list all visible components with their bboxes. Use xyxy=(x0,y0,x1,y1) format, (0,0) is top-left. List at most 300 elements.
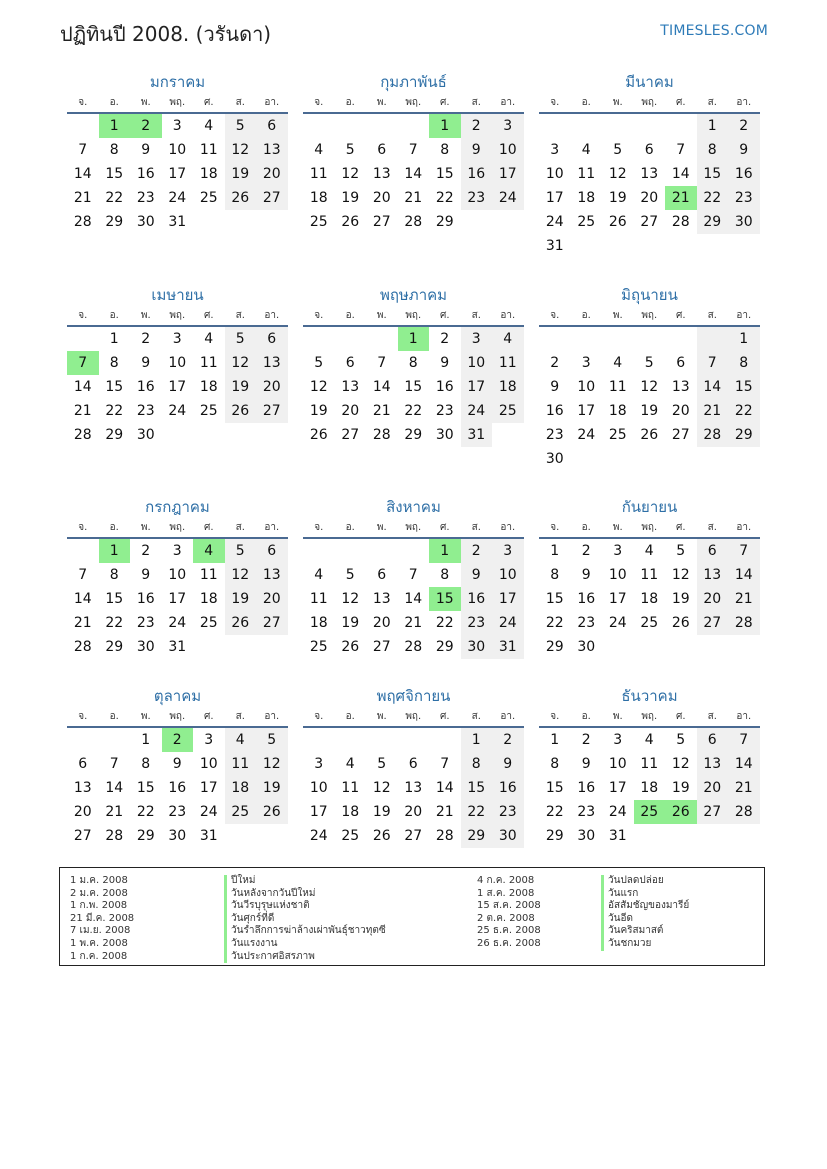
holiday-date: 2 ม.ค. 2008 xyxy=(70,887,128,899)
brand-link[interactable]: TIMESLES.COM xyxy=(660,23,768,39)
day-cell: 29 xyxy=(435,214,454,230)
day-cell: 14 xyxy=(73,591,92,607)
empty-cell xyxy=(665,114,697,138)
day-cell: 3 xyxy=(172,118,182,134)
day-cell: 13 xyxy=(671,379,690,395)
day-cell: 17 xyxy=(577,403,596,419)
holiday-date: 1 ม.ค. 2008 xyxy=(70,875,128,886)
empty-cell xyxy=(634,327,666,351)
day-cell: 10 xyxy=(608,756,627,772)
day-cell: 4 xyxy=(644,543,654,559)
day-cell: 19 xyxy=(309,403,328,419)
day-cell: 28 xyxy=(435,828,454,844)
day-cell: 20 xyxy=(372,615,391,631)
day-cell: 9 xyxy=(141,355,151,371)
legend-right-dates xyxy=(477,875,541,951)
weekday-label: ส. xyxy=(707,522,717,533)
month-block xyxy=(67,495,288,659)
holiday-day: 1 xyxy=(429,114,461,138)
weekday-header xyxy=(539,708,760,728)
day-cell: 29 xyxy=(105,427,124,443)
weekday-label: อา. xyxy=(500,711,516,722)
day-cell: 17 xyxy=(309,804,328,820)
empty-cell xyxy=(398,114,430,138)
day-cell: 27 xyxy=(697,800,729,824)
day-cell: 6 xyxy=(377,567,387,583)
day-cell: 29 xyxy=(404,427,423,443)
day-cell: 12 xyxy=(309,379,328,395)
holiday-date: 25 ธ.ค. 2008 xyxy=(477,925,541,937)
day-cell: 18 xyxy=(341,804,360,820)
day-cell: 5 xyxy=(225,114,257,138)
day-cell: 26 xyxy=(640,427,659,443)
day-cell: 3 xyxy=(492,114,524,138)
weekday-header xyxy=(67,708,288,728)
day-cell: 2 xyxy=(550,355,560,371)
day-cell: 30 xyxy=(168,828,187,844)
empty-cell xyxy=(366,539,398,563)
weekday-label: ส. xyxy=(235,522,245,533)
day-cell: 15 xyxy=(435,166,454,182)
day-cell: 21 xyxy=(404,615,423,631)
day-cell: 12 xyxy=(256,752,288,776)
holiday-day: 2 xyxy=(130,114,162,138)
day-cell: 7 xyxy=(408,142,418,158)
day-cell: 1 xyxy=(109,331,119,347)
day-cell: 18 xyxy=(199,379,218,395)
days-grid xyxy=(67,728,288,848)
day-cell: 22 xyxy=(105,403,124,419)
weekday-label: อา. xyxy=(264,97,280,108)
day-cell: 8 xyxy=(440,142,450,158)
weekday-label: จ. xyxy=(314,522,324,533)
day-cell: 2 xyxy=(461,114,493,138)
month-title: พฤษภาคม xyxy=(379,286,448,304)
weekday-label: ส. xyxy=(471,97,481,108)
month-block xyxy=(539,495,760,659)
weekday-label: จ. xyxy=(78,97,88,108)
month-block xyxy=(303,70,524,234)
day-cell: 1 xyxy=(728,327,760,351)
day-cell: 8 xyxy=(109,567,119,583)
month-title: พฤศจิกายน xyxy=(376,687,451,705)
empty-cell xyxy=(665,327,697,351)
holiday-day: 1 xyxy=(99,114,131,138)
day-cell: 5 xyxy=(225,539,257,563)
day-cell: 25 xyxy=(225,800,257,824)
day-cell: 29 xyxy=(461,824,493,848)
day-cell: 27 xyxy=(671,427,690,443)
weekday-label: ศ. xyxy=(675,97,686,108)
day-cell: 13 xyxy=(256,351,288,375)
day-cell: 10 xyxy=(577,379,596,395)
day-cell: 5 xyxy=(345,142,355,158)
day-cell: 27 xyxy=(372,214,391,230)
holiday-day: 7 xyxy=(67,351,99,375)
day-cell: 19 xyxy=(225,162,257,186)
day-cell: 25 xyxy=(309,639,328,655)
day-cell: 28 xyxy=(73,214,92,230)
weekday-label: จ. xyxy=(550,97,560,108)
empty-cell xyxy=(398,539,430,563)
day-cell: 23 xyxy=(728,186,760,210)
day-cell: 29 xyxy=(105,639,124,655)
day-cell: 7 xyxy=(78,142,88,158)
empty-cell xyxy=(303,539,335,563)
weekday-label: จ. xyxy=(314,310,324,321)
day-cell: 24 xyxy=(309,828,328,844)
day-cell: 13 xyxy=(256,138,288,162)
day-cell: 16 xyxy=(136,591,155,607)
day-cell: 11 xyxy=(640,756,659,772)
day-cell: 10 xyxy=(199,756,218,772)
day-cell: 14 xyxy=(73,379,92,395)
day-cell: 12 xyxy=(341,591,360,607)
day-cell: 9 xyxy=(461,563,493,587)
weekday-label: อ. xyxy=(109,522,119,533)
day-cell: 28 xyxy=(697,423,729,447)
day-cell: 22 xyxy=(545,804,564,820)
day-cell: 23 xyxy=(577,615,596,631)
day-cell: 4 xyxy=(204,118,214,134)
weekday-label: พ. xyxy=(612,97,623,108)
day-cell: 11 xyxy=(309,166,328,182)
day-cell: 20 xyxy=(640,190,659,206)
day-cell: 13 xyxy=(372,166,391,182)
day-cell: 1 xyxy=(141,732,151,748)
day-cell: 31 xyxy=(461,423,493,447)
day-cell: 12 xyxy=(225,351,257,375)
day-cell: 17 xyxy=(545,190,564,206)
day-cell: 24 xyxy=(608,804,627,820)
month-title: ธันวาคม xyxy=(621,687,678,705)
day-cell: 3 xyxy=(172,331,182,347)
day-cell: 6 xyxy=(256,539,288,563)
day-cell: 17 xyxy=(608,780,627,796)
day-cell: 25 xyxy=(577,214,596,230)
month-block xyxy=(539,283,760,471)
day-cell: 24 xyxy=(168,615,187,631)
day-cell: 23 xyxy=(168,804,187,820)
weekday-label: ส. xyxy=(235,97,245,108)
day-cell: 6 xyxy=(345,355,355,371)
day-cell: 30 xyxy=(492,824,524,848)
day-cell: 21 xyxy=(73,190,92,206)
day-cell: 23 xyxy=(435,403,454,419)
weekday-label: อ. xyxy=(581,522,591,533)
day-cell: 26 xyxy=(225,611,257,635)
day-cell: 20 xyxy=(697,776,729,800)
legend-left-names xyxy=(224,875,386,963)
day-cell: 12 xyxy=(225,563,257,587)
weekday-label: พฤ. xyxy=(169,711,186,722)
empty-cell xyxy=(335,539,367,563)
day-cell: 22 xyxy=(728,399,760,423)
day-cell: 15 xyxy=(404,379,423,395)
day-cell: 6 xyxy=(644,142,654,158)
day-cell: 24 xyxy=(492,186,524,210)
day-cell: 11 xyxy=(309,591,328,607)
day-cell: 10 xyxy=(168,355,187,371)
day-cell: 27 xyxy=(256,611,288,635)
day-cell: 12 xyxy=(372,780,391,796)
day-cell: 26 xyxy=(256,800,288,824)
month-title: สิงหาคม xyxy=(386,498,441,516)
day-cell: 5 xyxy=(256,728,288,752)
days-grid xyxy=(67,327,288,447)
weekday-label: ส. xyxy=(707,310,717,321)
weekday-label: พฤ. xyxy=(405,522,422,533)
day-cell: 13 xyxy=(73,780,92,796)
weekday-label: อ. xyxy=(581,97,591,108)
legend-left-dates xyxy=(70,875,134,963)
day-cell: 19 xyxy=(608,190,627,206)
holiday-date: 1 ส.ค. 2008 xyxy=(477,887,535,899)
weekday-label: พฤ. xyxy=(641,711,658,722)
weekday-label: อา. xyxy=(500,310,516,321)
day-cell: 14 xyxy=(728,563,760,587)
days-grid xyxy=(303,728,524,848)
day-cell: 17 xyxy=(168,379,187,395)
day-cell: 31 xyxy=(168,214,187,230)
weekday-label: จ. xyxy=(78,711,88,722)
weekday-label: อ. xyxy=(581,711,591,722)
day-cell: 7 xyxy=(676,142,686,158)
day-cell: 27 xyxy=(256,399,288,423)
day-cell: 9 xyxy=(141,567,151,583)
holiday-date: 26 ธ.ค. 2008 xyxy=(477,937,541,949)
weekday-label: พ. xyxy=(140,310,151,321)
weekday-label: พฤ. xyxy=(405,310,422,321)
holiday-date: 1 ก.ค. 2008 xyxy=(70,950,128,962)
day-cell: 30 xyxy=(577,828,596,844)
weekday-label: จ. xyxy=(314,711,324,722)
weekday-header xyxy=(67,307,288,327)
day-cell: 25 xyxy=(199,190,218,206)
holiday-name: วันชกมวย xyxy=(601,938,689,951)
day-cell: 14 xyxy=(728,752,760,776)
day-cell: 14 xyxy=(671,166,690,182)
day-cell: 13 xyxy=(640,166,659,182)
day-cell: 15 xyxy=(461,776,493,800)
weekday-label: พฤ. xyxy=(641,97,658,108)
day-cell: 12 xyxy=(640,379,659,395)
day-cell: 12 xyxy=(671,567,690,583)
day-cell: 5 xyxy=(314,355,324,371)
day-cell: 13 xyxy=(256,563,288,587)
day-cell: 3 xyxy=(204,732,214,748)
day-cell: 23 xyxy=(492,800,524,824)
day-cell: 14 xyxy=(105,780,124,796)
day-cell: 26 xyxy=(341,214,360,230)
weekday-label: อา. xyxy=(500,97,516,108)
month-title: มกราคม xyxy=(149,73,206,91)
holiday-day: 1 xyxy=(99,539,131,563)
weekday-label: พ. xyxy=(612,522,623,533)
day-cell: 13 xyxy=(372,591,391,607)
days-grid xyxy=(67,539,288,659)
holiday-legend xyxy=(59,867,765,966)
weekday-label: อา. xyxy=(500,522,516,533)
weekday-label: พ. xyxy=(140,522,151,533)
day-cell: 3 xyxy=(613,543,623,559)
day-cell: 2 xyxy=(141,331,151,347)
day-cell: 30 xyxy=(136,214,155,230)
day-cell: 15 xyxy=(545,591,564,607)
weekday-label: จ. xyxy=(78,310,88,321)
holiday-date: 2 ต.ค. 2008 xyxy=(477,912,535,924)
holiday-date: 7 เม.ย. 2008 xyxy=(70,925,131,937)
day-cell: 29 xyxy=(545,828,564,844)
day-cell: 10 xyxy=(168,567,187,583)
day-cell: 6 xyxy=(408,756,418,772)
weekday-label: ศ. xyxy=(439,97,450,108)
day-cell: 18 xyxy=(199,591,218,607)
day-cell: 12 xyxy=(671,756,690,772)
day-cell: 18 xyxy=(640,591,659,607)
day-cell: 2 xyxy=(141,543,151,559)
day-cell: 9 xyxy=(141,142,151,158)
day-cell: 27 xyxy=(640,214,659,230)
day-cell: 21 xyxy=(105,804,124,820)
day-cell: 19 xyxy=(640,403,659,419)
weekday-label: พฤ. xyxy=(169,310,186,321)
weekday-header xyxy=(539,307,760,327)
day-cell: 7 xyxy=(377,355,387,371)
weekday-label: พ. xyxy=(612,310,623,321)
weekday-label: ศ. xyxy=(675,310,686,321)
day-cell: 21 xyxy=(435,804,454,820)
day-cell: 29 xyxy=(105,214,124,230)
day-cell: 31 xyxy=(608,828,627,844)
day-cell: 22 xyxy=(461,800,493,824)
day-cell: 14 xyxy=(372,379,391,395)
day-cell: 8 xyxy=(550,756,560,772)
day-cell: 15 xyxy=(105,379,124,395)
day-cell: 18 xyxy=(309,615,328,631)
day-cell: 21 xyxy=(728,776,760,800)
day-cell: 11 xyxy=(199,142,218,158)
empty-cell xyxy=(634,114,666,138)
holiday-day: 26 xyxy=(665,800,697,824)
empty-cell xyxy=(303,728,335,752)
day-cell: 3 xyxy=(314,756,324,772)
day-cell: 9 xyxy=(550,379,560,395)
day-cell: 8 xyxy=(440,567,450,583)
month-title: มีนาคม xyxy=(625,73,674,91)
month-block xyxy=(303,283,524,447)
day-cell: 28 xyxy=(105,828,124,844)
empty-cell xyxy=(429,728,461,752)
day-cell: 25 xyxy=(309,214,328,230)
holiday-day: 1 xyxy=(429,539,461,563)
day-cell: 27 xyxy=(404,828,423,844)
holiday-date: 4 ก.ค. 2008 xyxy=(477,875,535,886)
weekday-label: จ. xyxy=(78,522,88,533)
empty-cell xyxy=(697,327,729,351)
day-cell: 15 xyxy=(105,166,124,182)
day-cell: 7 xyxy=(440,756,450,772)
day-cell: 18 xyxy=(199,166,218,182)
day-cell: 3 xyxy=(461,327,493,351)
day-cell: 11 xyxy=(640,567,659,583)
holiday-day: 4 xyxy=(193,539,225,563)
day-cell: 18 xyxy=(309,190,328,206)
holiday-date: 1 ก.พ. 2008 xyxy=(70,900,128,912)
day-cell: 29 xyxy=(545,639,564,655)
day-cell: 29 xyxy=(435,639,454,655)
day-cell: 26 xyxy=(225,399,257,423)
day-cell: 27 xyxy=(73,828,92,844)
day-cell: 25 xyxy=(341,828,360,844)
weekday-label: ส. xyxy=(235,711,245,722)
holiday-name: วันแรก xyxy=(601,888,689,901)
day-cell: 25 xyxy=(608,427,627,443)
day-cell: 5 xyxy=(644,355,654,371)
day-cell: 22 xyxy=(136,804,155,820)
weekday-header xyxy=(303,94,524,114)
day-cell: 3 xyxy=(550,142,560,158)
day-cell: 8 xyxy=(697,138,729,162)
day-cell: 21 xyxy=(404,190,423,206)
day-cell: 30 xyxy=(136,639,155,655)
day-cell: 14 xyxy=(404,166,423,182)
weekday-label: ส. xyxy=(707,711,717,722)
day-cell: 22 xyxy=(697,186,729,210)
days-grid xyxy=(303,327,524,447)
empty-cell xyxy=(539,327,571,351)
day-cell: 8 xyxy=(109,142,119,158)
holiday-date: 21 มี.ค. 2008 xyxy=(70,912,135,924)
day-cell: 9 xyxy=(172,756,182,772)
empty-cell xyxy=(571,114,603,138)
day-cell: 3 xyxy=(581,355,591,371)
weekday-label: พฤ. xyxy=(405,97,422,108)
holiday-day: 2 xyxy=(162,728,194,752)
empty-cell xyxy=(99,728,131,752)
day-cell: 19 xyxy=(372,804,391,820)
day-cell: 29 xyxy=(697,210,729,234)
day-cell: 1 xyxy=(697,114,729,138)
day-cell: 10 xyxy=(168,142,187,158)
day-cell: 2 xyxy=(461,539,493,563)
day-cell: 18 xyxy=(225,776,257,800)
weekday-label: อ. xyxy=(581,310,591,321)
day-cell: 25 xyxy=(492,399,524,423)
day-cell: 28 xyxy=(372,427,391,443)
legend-right-names xyxy=(601,875,689,951)
weekday-label: อ. xyxy=(109,711,119,722)
day-cell: 18 xyxy=(640,780,659,796)
day-cell: 26 xyxy=(341,639,360,655)
day-cell: 16 xyxy=(492,776,524,800)
day-cell: 22 xyxy=(404,403,423,419)
day-cell: 20 xyxy=(671,403,690,419)
day-cell: 30 xyxy=(435,427,454,443)
day-cell: 22 xyxy=(435,190,454,206)
days-grid xyxy=(539,539,760,659)
month-title: ตุลาคม xyxy=(153,687,202,705)
day-cell: 10 xyxy=(492,563,524,587)
day-cell: 11 xyxy=(577,166,596,182)
empty-cell xyxy=(366,114,398,138)
day-cell: 19 xyxy=(341,615,360,631)
weekday-label: ส. xyxy=(471,711,481,722)
day-cell: 25 xyxy=(199,403,218,419)
weekday-label: พ. xyxy=(376,97,387,108)
day-cell: 22 xyxy=(545,615,564,631)
day-cell: 19 xyxy=(671,780,690,796)
